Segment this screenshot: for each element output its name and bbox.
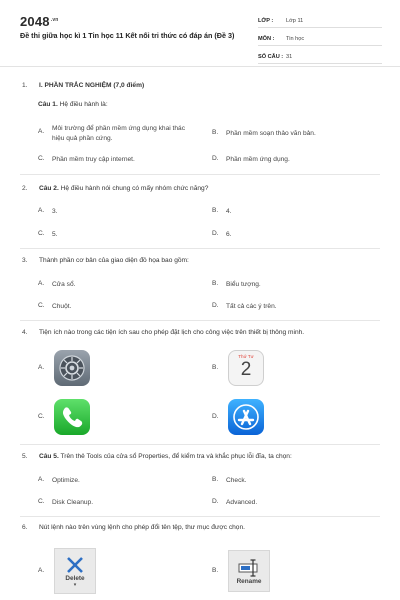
option-text: Cửa sổ.: [52, 281, 76, 288]
option-letter: C.: [38, 498, 45, 505]
divider: [20, 174, 380, 175]
question-number: 1.: [22, 82, 28, 89]
option-a[interactable]: [38, 207, 58, 217]
option-letter: B.: [212, 364, 219, 371]
option-letter: D.: [212, 302, 219, 309]
delete-label: Delete: [65, 574, 85, 582]
question-lead: Câu 5.: [39, 453, 59, 460]
question-text: Trên thẻ Tools của cửa sổ Properties, để kiểm tra và khắc phục lỗi đĩa, ta chọn:: [60, 453, 292, 460]
option-letter: C.: [38, 155, 45, 162]
option-a[interactable]: [38, 124, 198, 143]
option-a[interactable]: [38, 280, 75, 290]
app-store-icon[interactable]: [228, 399, 264, 435]
option-text: Disk Cleanup.: [52, 499, 94, 506]
question-number: 2.: [22, 185, 28, 192]
site-logo[interactable]: [20, 14, 59, 29]
rename-label: Rename: [236, 577, 262, 585]
question-3: [22, 257, 382, 264]
question-number: 6.: [22, 524, 28, 531]
quiz-meta: [258, 14, 382, 68]
option-text: Phần mềm truy cập internet.: [52, 156, 135, 163]
option-letter: A.: [38, 364, 45, 371]
option-text: 4.: [226, 208, 232, 215]
question-5: [22, 453, 382, 460]
option-c[interactable]: [38, 413, 52, 420]
option-letter: B.: [212, 129, 219, 136]
dropdown-caret-icon: ▾: [73, 581, 77, 588]
question-number: 4.: [22, 329, 28, 336]
option-letter: A.: [38, 280, 45, 287]
option-d[interactable]: [212, 413, 226, 420]
option-letter: C.: [38, 302, 45, 309]
rename-icon: [237, 558, 261, 578]
option-b[interactable]: [212, 129, 316, 139]
option-text: Môi trường để phần mềm ứng dụng khai thác hiệu quả phần cứng.: [52, 125, 186, 142]
question-6: [22, 524, 382, 531]
question-lead: Câu 1.: [38, 101, 58, 108]
logo-text: 2048: [20, 14, 50, 29]
logo-suffix: .vn: [50, 16, 59, 23]
option-text: 6.: [226, 231, 232, 238]
option-text: Tất cả các ý trên.: [226, 303, 277, 310]
option-letter: B.: [212, 476, 219, 483]
option-b[interactable]: [212, 476, 247, 486]
option-letter: D.: [212, 498, 219, 505]
option-text: Phần mềm soạn thảo văn bản.: [226, 130, 316, 137]
meta-row-subject: [258, 32, 382, 46]
question-text: Tiện ích nào trong các tiện ích sau cho phép đặt lịch cho công việc trên thiết bị thông minh.: [39, 329, 305, 336]
divider: [20, 320, 380, 321]
option-d[interactable]: [212, 230, 232, 240]
meta-value: Lớp 11: [286, 17, 304, 24]
section-heading: I. PHẦN TRẮC NGHIỆM (7,0 điểm): [39, 82, 145, 89]
option-text: Chuột.: [52, 303, 72, 310]
page-header: [0, 0, 400, 67]
question-text: Nút lệnh nào trên vùng lệnh cho phép đổi tên tệp, thư mục được chọn.: [39, 524, 245, 531]
option-letter: A.: [38, 128, 45, 135]
meta-value: 31: [286, 53, 293, 60]
meta-key: SỐ CÂU :: [258, 53, 284, 60]
meta-key: MÔN :: [258, 35, 275, 42]
divider: [20, 444, 380, 445]
question-number: 5.: [22, 453, 28, 460]
option-b[interactable]: [212, 364, 226, 371]
option-b[interactable]: [212, 280, 261, 290]
option-letter: D.: [212, 230, 219, 237]
question-number: 3.: [22, 257, 28, 264]
option-text: Phần mềm ứng dụng.: [226, 156, 290, 163]
phone-icon[interactable]: [54, 399, 90, 435]
option-b[interactable]: [212, 207, 232, 217]
option-d[interactable]: [212, 498, 257, 508]
quiz-title: Đề thi giữa học kì 1 Tin học 11 Kết nối tri thức có đáp án (Đề 3): [20, 31, 235, 40]
option-letter: A.: [38, 207, 45, 214]
settings-gear-icon[interactable]: [54, 350, 90, 386]
delete-x-icon: [64, 555, 86, 575]
option-text: Check.: [226, 477, 247, 484]
question-4: [22, 329, 382, 336]
calendar-icon[interactable]: [228, 350, 264, 386]
question-text: Thành phần cơ bản của giao diện đồ họa bao gồm:: [39, 257, 189, 264]
option-text: 5.: [52, 231, 58, 238]
option-text: 3.: [52, 208, 58, 215]
option-letter: B.: [212, 567, 219, 574]
option-text: Optimize.: [52, 477, 80, 484]
option-letter: D.: [212, 155, 219, 162]
option-c[interactable]: [38, 155, 135, 165]
option-d[interactable]: [212, 155, 290, 165]
meta-row-count: [258, 50, 382, 64]
option-b[interactable]: [212, 567, 226, 574]
option-c[interactable]: [38, 230, 58, 240]
option-a[interactable]: [38, 567, 52, 574]
question-2: [22, 185, 382, 192]
option-letter: A.: [38, 567, 45, 574]
delete-button[interactable]: [54, 548, 96, 594]
question-lead: Câu 2.: [39, 185, 59, 192]
question-1-stem: [38, 101, 108, 108]
divider: [20, 516, 380, 517]
option-a[interactable]: [38, 476, 80, 486]
option-letter: B.: [212, 280, 219, 287]
meta-key: LỚP :: [258, 17, 274, 24]
option-letter: C.: [38, 230, 45, 237]
option-text: Biểu tượng.: [226, 281, 261, 288]
rename-button[interactable]: [228, 550, 270, 592]
calendar-date: 2: [240, 359, 252, 380]
option-letter: C.: [38, 413, 45, 420]
divider: [20, 248, 380, 249]
option-c[interactable]: [38, 498, 93, 508]
question-text: Hệ điều hành nói chung có mấy nhóm chức năng?: [60, 185, 209, 192]
option-text: Advanced.: [226, 499, 258, 506]
calendar-day: Thứ Tư: [238, 354, 254, 359]
question-1: [22, 82, 382, 89]
option-d[interactable]: [212, 302, 277, 312]
option-a[interactable]: [38, 364, 52, 371]
option-letter: D.: [212, 413, 219, 420]
option-c[interactable]: [38, 302, 71, 312]
option-letter: A.: [38, 476, 45, 483]
option-letter: B.: [212, 207, 219, 214]
meta-row-class: [258, 14, 382, 28]
meta-value: Tin học: [286, 35, 305, 42]
question-text: Hệ điều hành là:: [59, 101, 108, 108]
